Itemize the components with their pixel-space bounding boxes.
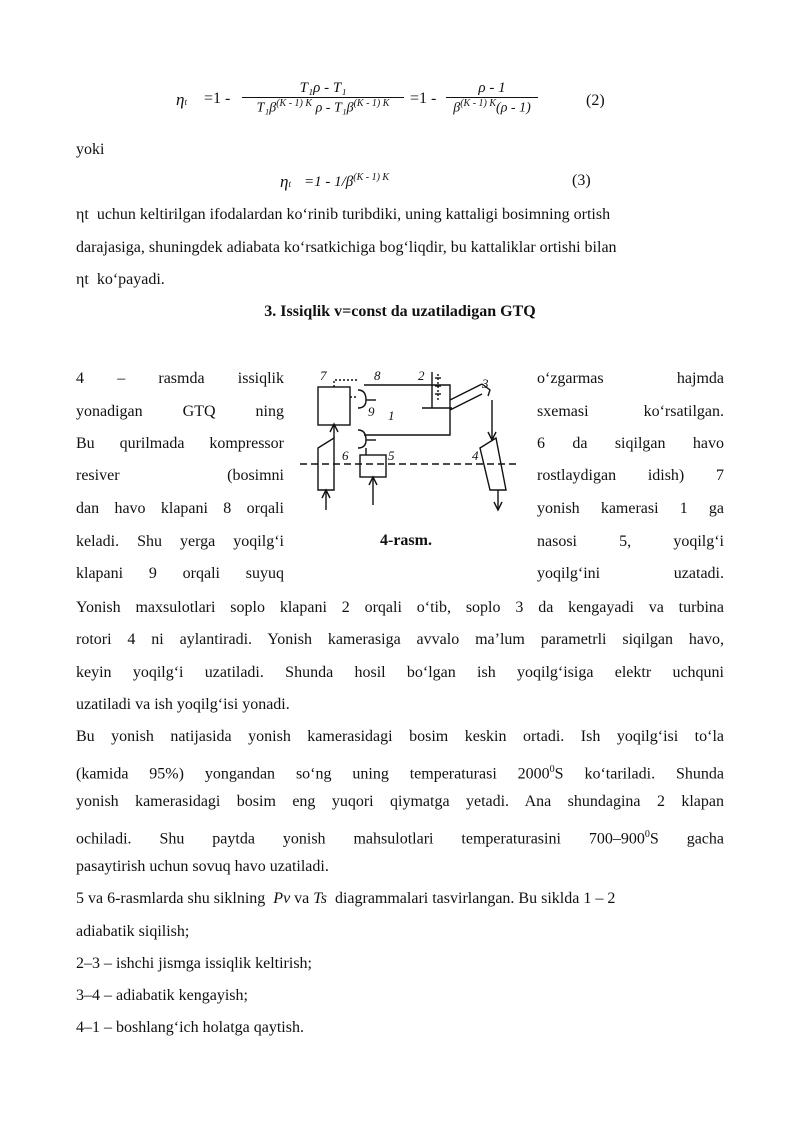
para1-line2: darajasiga, shuningdek adiabata ko‘rsatkichiga bog‘liqdir, bu kattaliklar ortishi bilan — [76, 239, 617, 256]
eta-symbol: ηt — [76, 206, 89, 223]
label-1: 1 — [388, 408, 395, 423]
formula-3-rhs: $=1 - 1/\beta^{(K - 1) K}$ — [304, 172, 390, 190]
label-3: 3 — [482, 376, 489, 391]
right-line-5: nasosi 5, yoqilg‘i — [537, 533, 724, 550]
para4-line5: 4–1 – boshlang‘ich holatga qaytish. — [76, 1019, 304, 1036]
formula-2-label: (2) — [586, 92, 605, 109]
fuel-pump-5 — [360, 455, 386, 477]
para4-line1: 5 va 6-rasmlarda shu siklning Pv va Ts diagrammalari tasvirlangan. Bu siklda 1 – 2 — [76, 890, 616, 907]
label-2: 2 — [418, 368, 425, 383]
para3-line2: (kamida 95%) yongandan so‘ng uning temperaturasi 2000$^0$S ko‘tariladi. Shunda — [76, 764, 724, 783]
left-line-2: Bu qurilmada kompressor — [76, 435, 284, 452]
para2-line1: Yonish maxsulotlari soplo klapani 2 orqali o‘tib, soplo 3 da kengayadi va turbina — [76, 599, 724, 616]
formula-2-eq2: =1 - — [410, 90, 437, 107]
label-4: 4 — [472, 448, 479, 463]
formula-2-lhs: ηt — [176, 90, 187, 109]
formula-3-label: (3) — [572, 172, 591, 189]
formula-2-eq1: =1 - — [204, 90, 231, 107]
section-title: 3. Issiqlik v=const da uzatiladigan GTQ — [264, 303, 536, 320]
left-line-4: dan havo klapani 8 orqali — [76, 500, 284, 517]
label-5: 5 — [388, 448, 395, 463]
right-line-1: sxemasi ko‘rsatilgan. — [537, 403, 724, 420]
left-line-0: 4 – rasmda issiqlik — [76, 370, 284, 387]
figure-caption: 4-rasm. — [380, 532, 432, 549]
para4-line4: 3–4 – adiabatik kengayish; — [76, 987, 248, 1004]
right-line-3: rostlaydigan idish) 7 — [537, 467, 724, 484]
label-7: 7 — [320, 368, 327, 383]
para4-line2: adiabatik siqilish; — [76, 923, 190, 940]
air-pipe — [334, 380, 358, 397]
para3-line3: yonish kamerasidagi bosim eng yuqori qiymatga yetadi. Ana shundagina 2 klapan — [76, 793, 724, 810]
label-9: 9 — [368, 404, 375, 419]
right-line-6: yoqilg‘ini uzatadi. — [537, 565, 724, 582]
para3-line4: ochiladi. Shu paytda yonish mahsulotlari temperaturasini $700-900^0S$ gacha — [76, 829, 724, 848]
para1-line1: ηt uchun keltirilgan ifodalardan ko‘rinib turibdiki, uning kattaligi bosimning ortish — [76, 206, 611, 223]
receiver-box — [318, 387, 350, 425]
left-line-3: resiver (bosimni — [76, 467, 284, 484]
right-line-0: o‘zgarmas hajmda — [537, 370, 724, 387]
para3-line1: Bu yonish natijasida yonish kamerasidagi bosim keskin ortadi. Ish yoqilg‘isi to‘la — [76, 728, 724, 745]
left-line-5: keladi. Shu yerga yoqilg‘i — [76, 533, 284, 550]
formula-2-fraction-2: $\frac{\rho - 1}{\beta^{(K - 1) K}(\rho - 1)}$ — [446, 80, 538, 117]
label-6: 6 — [342, 448, 349, 463]
para2-line3: keyin yoqilg‘i uzatiladi. Shunda hosil bo‘lgan ish yoqilg‘isiga elektr uchquni — [76, 664, 724, 681]
para3-line5: pasaytirish uchun sovuq havo uzatiladi. — [76, 858, 329, 875]
left-line-1: yonadigan GTQ ning — [76, 403, 284, 420]
right-line-2: 6 da siqilgan havo — [537, 435, 724, 452]
para4-line3: 2–3 – ishchi jismga issiqlik keltirish; — [76, 955, 312, 972]
formula-2-fraction-1: $\frac{\text{T₁ρ - T₁}}{T_1\beta^{(K - 1) K} \rho - T_1\beta^{(K - 1) K}}$ — [242, 80, 404, 117]
para2-line2: rotori 4 ni aylantiradi. Yonish kamerasiga avvalo ma’lum parametrli siqilgan havo, — [76, 631, 724, 648]
para2-line4: uzatiladi va ish yoqilg‘isi yonadi. — [76, 696, 290, 713]
right-line-4: yonish kamerasi 1 ga — [537, 500, 724, 517]
formula-3-lhs: ηt — [280, 172, 291, 191]
nozzle-3 — [450, 384, 482, 410]
left-line-6: klapani 9 orqali suyuq — [76, 565, 284, 582]
label-8: 8 — [374, 368, 381, 383]
yoki-text: yoki — [76, 141, 105, 158]
para1-line3: ηt ko‘payadi. — [76, 271, 165, 288]
air-valve-8 — [358, 390, 366, 408]
fuel-valve-9 — [358, 430, 366, 448]
combustion-chamber — [364, 385, 450, 435]
gtq-schematic-figure — [300, 360, 530, 520]
formula-2 — [176, 80, 736, 124]
formula-3 — [280, 170, 610, 194]
